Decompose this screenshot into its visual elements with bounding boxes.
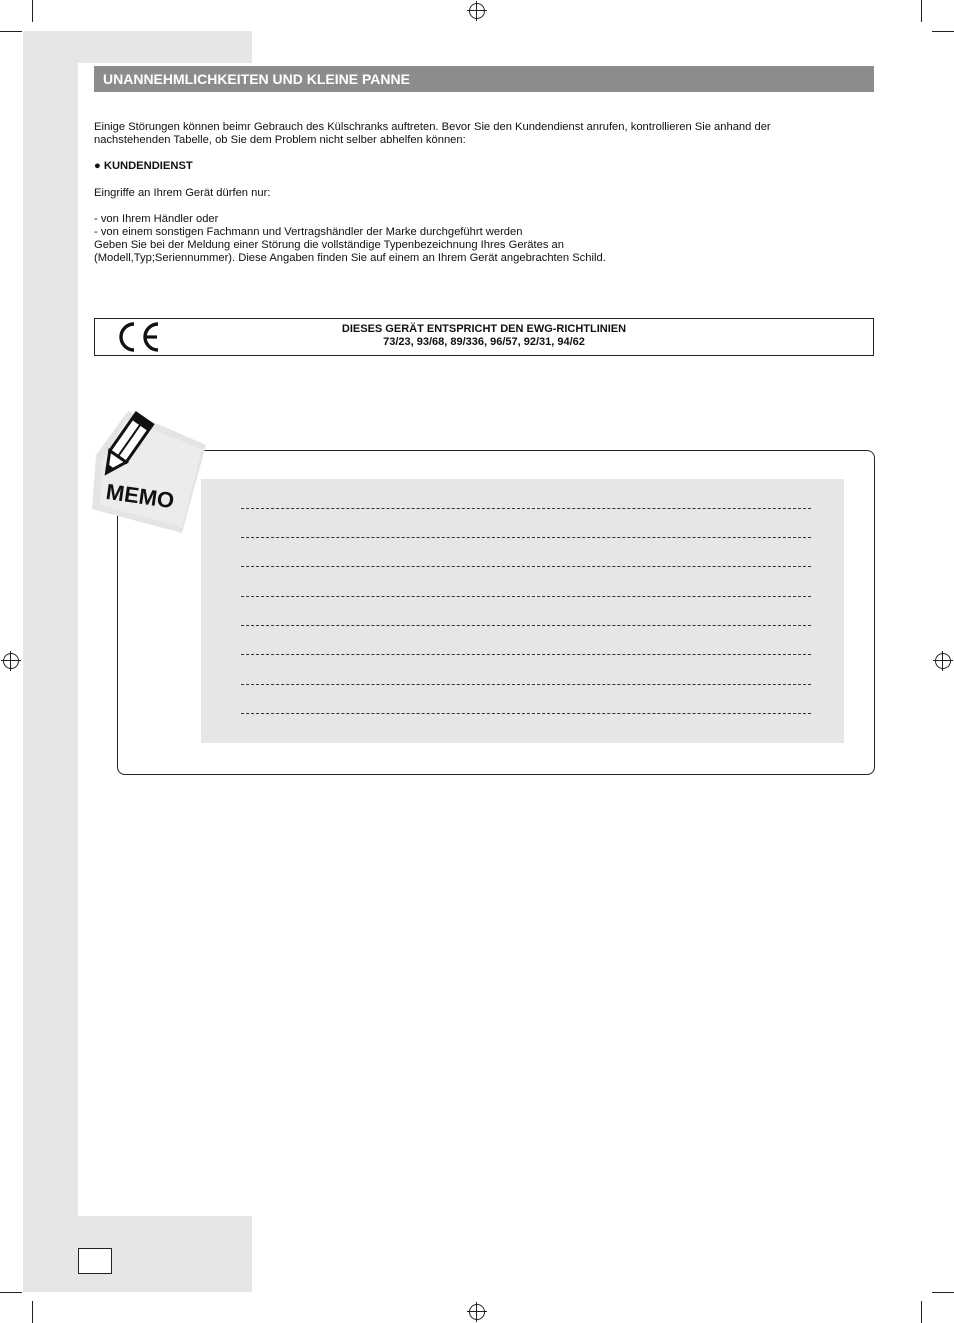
ce-statement: DIESES GERÄT ENTSPRICHT DEN EWG-RICHTLINIEN — [341, 323, 627, 335]
crop-mark — [932, 31, 954, 32]
service-intro: Eingriffe an Ihrem Gerät dürfen nur: — [94, 187, 271, 199]
service-heading: ● KUNDENDIENST — [94, 160, 193, 172]
crop-mark — [32, 1301, 33, 1323]
ce-conformity-box — [94, 318, 874, 356]
crop-mark — [0, 1292, 22, 1293]
page-number-box — [78, 1248, 112, 1274]
memo-line — [241, 596, 811, 597]
page-frame-bottom — [23, 1216, 252, 1292]
crop-mark — [932, 1292, 954, 1293]
memo-line — [241, 566, 811, 567]
memo-badge — [86, 405, 214, 540]
crop-mark — [921, 1301, 922, 1323]
memo-line — [241, 684, 811, 685]
service-list-item: - von Ihrem Händler oder — [94, 213, 219, 225]
memo-writing-area — [201, 479, 844, 743]
memo-line — [241, 654, 811, 655]
service-note-line: Geben Sie bei der Meldung einer Störung die vollständige Typenbezeichnung Ihres Gerätes an — [94, 239, 564, 251]
memo-line — [241, 537, 811, 538]
registration-mark-icon — [469, 1304, 485, 1320]
memo-line — [241, 508, 811, 509]
section-header: UNANNEHMLICHKEITEN UND KLEINE PANNE — [94, 66, 874, 92]
service-list-item: - von einem sonstigen Fachmann und Vertragshändler der Marke durchgeführt werden — [94, 226, 523, 238]
intro-text-line: nachstehenden Tabelle, ob Sie dem Problem nicht selber abhelfen können: — [94, 134, 466, 146]
intro-text-line: Einige Störungen können beimr Gebrauch des Külschranks auftreten. Bevor Sie den Kundendienst anrufen, kontrollieren Sie anhand der — [94, 121, 771, 133]
crop-mark — [32, 0, 33, 22]
registration-mark-icon — [935, 653, 951, 669]
memo-line — [241, 713, 811, 714]
memo-label: MEMO — [104, 478, 176, 514]
service-note-line: (Modell,Typ;Seriennummer). Diese Angaben finden Sie auf einem an Ihrem Gerät angebrachten Schild. — [94, 252, 606, 264]
registration-mark-icon — [3, 653, 19, 669]
crop-mark — [921, 0, 922, 22]
memo-line — [241, 625, 811, 626]
crop-mark — [0, 31, 22, 32]
ce-directives: 73/23, 93/68, 89/336, 96/57, 92/31, 94/62 — [383, 336, 585, 348]
page-frame-side — [23, 31, 78, 1292]
registration-mark-icon — [469, 3, 485, 19]
